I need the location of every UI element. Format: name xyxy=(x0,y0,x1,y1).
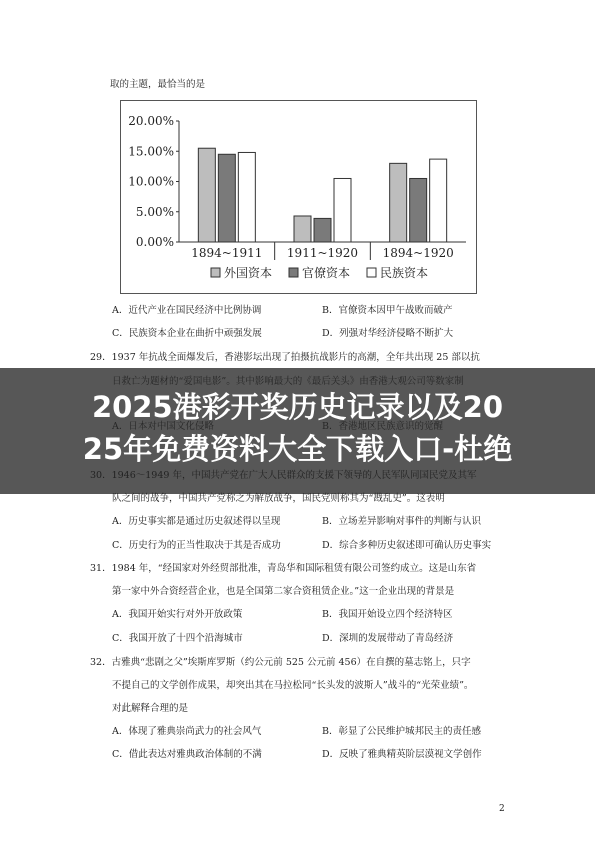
bar-chart-svg xyxy=(121,101,476,293)
bar-2-3 xyxy=(410,178,427,242)
q31-option-b: B．我国开始设立四个经济特区 xyxy=(322,609,453,620)
q32-line3: 对此解释合理的是 xyxy=(112,703,189,714)
q28-option-a: A．近代产业在国民经济中比例协调 xyxy=(112,305,262,316)
q31-option-a: A．我国开始实行对外开放政策 xyxy=(112,609,243,620)
q30-line1: 30．1946～1949 年，中国共产党在广大人民群众的支援下领导的人民军队同国民党及其军 xyxy=(90,470,477,481)
q30-option-c: C．历史行为的正当性取决于其是否成功 xyxy=(112,540,281,551)
bar-3-3 xyxy=(430,159,447,242)
q31-line2: 第一家中外合资经营企业，也是全国第二家合资租赁企业。”这一企业出现的背景是 xyxy=(112,586,455,597)
bar-2-2 xyxy=(314,218,331,242)
q32-line1: 32．古雅典“悲剧之父”埃斯库罗斯（约公元前 525 公元前 456）在自撰的墓志铭上，只字 xyxy=(90,657,471,668)
q32-option-d: D．反映了雅典精英阶层漠视文学创作 xyxy=(322,749,482,760)
q30-option-d: D．综合多种历史叙述即可确认历史事实 xyxy=(322,540,492,551)
y-tick-label: 5.00% xyxy=(135,204,174,219)
bar-3-2 xyxy=(334,178,351,242)
q32-option-a: A．体现了雅典崇尚武力的社会风气 xyxy=(112,726,262,737)
q30-option-a: A．历史事实都是通过历史叙述得以呈现 xyxy=(112,516,281,527)
q31-line1: 31．1984 年，“经国家对外经贸部批准，青岛华和国际租赁有限公司签约成立。这是山东省 xyxy=(90,563,477,574)
q30-line2: 队之间的战争，中国共产党称之为解放战争，国民党则称其为“戡乱史”。这表明 xyxy=(112,493,445,504)
q29-line1: 29．1937 年抗战全面爆发后，香港影坛出现了拍摄抗战影片的高潮，全年共出现 25 部以抗 xyxy=(90,352,480,363)
x-tick-label: 1911~1920 xyxy=(286,246,359,260)
legend-label: 民族资本 xyxy=(380,266,429,280)
legend-label: 官僚资本 xyxy=(302,266,351,280)
y-tick-label: 10.00% xyxy=(128,174,174,189)
overlay-title[interactable]: 2025港彩开奖历史记录以及20 25年免费资料大全下载入口-杜绝 xyxy=(82,390,513,466)
bar-1-3 xyxy=(390,163,407,242)
intro-line: 取的主题，最恰当的是 xyxy=(110,79,206,90)
bar-chart xyxy=(120,100,477,294)
q28-option-b: B．官僚资本因甲午战败而破产 xyxy=(322,305,453,316)
q28-option-d: D．列强对华经济侵略不断扩大 xyxy=(322,328,454,339)
x-tick-label: 1894~1911 xyxy=(191,246,263,260)
bar-1-1 xyxy=(198,148,215,242)
q30-option-b: B．立场差异影响对事件的判断与认识 xyxy=(322,516,481,527)
legend-label: 外国资本 xyxy=(224,266,273,280)
legend-swatch xyxy=(211,268,220,277)
q32-line2: 不提自己的文学创作成果，却突出其在马拉松同“长头发的波斯人”战斗的“光荣业绩”。 xyxy=(112,680,474,691)
q31-option-d: D．深圳的发展带动了青岛经济 xyxy=(322,633,454,644)
y-tick-label: 20.00% xyxy=(128,114,174,128)
page-number: 2 xyxy=(499,804,505,814)
x-tick-label: 1894~1920 xyxy=(382,246,454,260)
q32-option-c: C．借此表达对雅典政治体制的不满 xyxy=(112,749,262,760)
bar-1-2 xyxy=(294,216,311,242)
q28-option-c: C．民族资本企业在曲折中顽强发展 xyxy=(112,328,262,339)
q31-option-c: C．我国开放了十四个沿海城市 xyxy=(112,633,243,644)
y-tick-label: 15.00% xyxy=(128,144,174,159)
legend-swatch xyxy=(367,268,376,277)
y-tick-label: 0.00% xyxy=(135,235,174,249)
bar-3-1 xyxy=(238,152,255,242)
legend-swatch xyxy=(289,268,298,277)
q32-option-b: B．彰显了公民维护城邦民主的责任感 xyxy=(322,726,481,737)
bar-2-1 xyxy=(218,154,235,242)
